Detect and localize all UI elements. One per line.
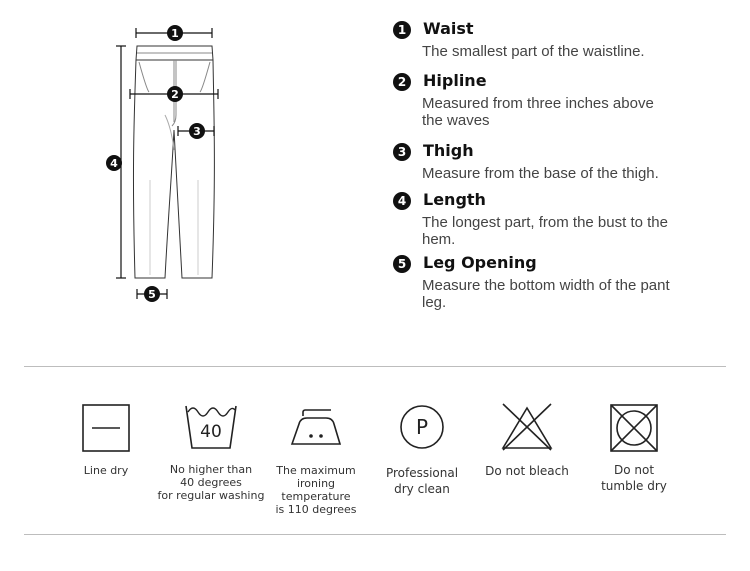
dry-clean-icon bbox=[397, 402, 447, 452]
care-label: Professional dry clean bbox=[385, 466, 459, 496]
svg-text:5: 5 bbox=[148, 288, 156, 301]
measurement-title: Waist bbox=[423, 19, 474, 38]
line-dry-icon bbox=[80, 402, 132, 454]
marker-2 bbox=[167, 86, 183, 102]
number-badge: 3 bbox=[393, 143, 411, 161]
number-badge: 1 bbox=[393, 21, 411, 39]
care-label: Do not bleach bbox=[485, 464, 569, 478]
number-badge: 2 bbox=[393, 73, 411, 91]
svg-text:4: 4 bbox=[110, 157, 118, 170]
care-label: No higher than 40 degrees for regular washing bbox=[157, 463, 265, 502]
care-no-tumble-dry bbox=[579, 402, 689, 493]
divider-top bbox=[24, 366, 726, 367]
number-badge: 4 bbox=[393, 192, 411, 210]
svg-text:40: 40 bbox=[200, 422, 222, 442]
care-wash-40 bbox=[156, 402, 266, 502]
measurement-title: Thigh bbox=[423, 141, 474, 160]
measurement-description: The longest part, from the bust to the hem. bbox=[422, 214, 668, 248]
measurement-title: Length bbox=[423, 190, 486, 209]
svg-text:1: 1 bbox=[171, 27, 179, 40]
marker-5 bbox=[144, 286, 160, 302]
care-label: Do not tumble dry bbox=[601, 463, 667, 493]
no-tumble-dry-icon bbox=[608, 402, 660, 454]
measurement-description: Measure the bottom width of the pant leg. bbox=[422, 277, 670, 311]
marker-1 bbox=[167, 25, 183, 41]
divider-bottom bbox=[24, 534, 726, 535]
marker-3 bbox=[189, 123, 205, 139]
care-dry-clean bbox=[367, 402, 477, 496]
measurement-description: Measure from the base of the thigh. bbox=[422, 165, 659, 182]
iron-icon bbox=[289, 402, 343, 452]
svg-text:P: P bbox=[415, 415, 429, 439]
number-badge: 5 bbox=[393, 255, 411, 273]
measurement-title: Leg Opening bbox=[423, 253, 537, 272]
no-bleach-icon bbox=[499, 402, 555, 452]
marker-4 bbox=[106, 155, 122, 171]
measurement-title: Hipline bbox=[423, 71, 487, 90]
wash-40-icon bbox=[183, 402, 239, 452]
pants-diagram bbox=[0, 0, 380, 330]
svg-text:3: 3 bbox=[193, 125, 201, 138]
care-no-bleach bbox=[472, 402, 582, 478]
care-iron bbox=[261, 402, 371, 516]
measurement-description: The smallest part of the waistline. bbox=[422, 43, 645, 60]
care-label: Line dry bbox=[83, 464, 129, 477]
care-label: The maximum ironing temperature is 110 degrees bbox=[275, 464, 357, 516]
svg-text:2: 2 bbox=[171, 88, 179, 101]
care-line-dry bbox=[51, 402, 161, 477]
measurement-description: Measured from three inches above the waves bbox=[422, 95, 654, 129]
